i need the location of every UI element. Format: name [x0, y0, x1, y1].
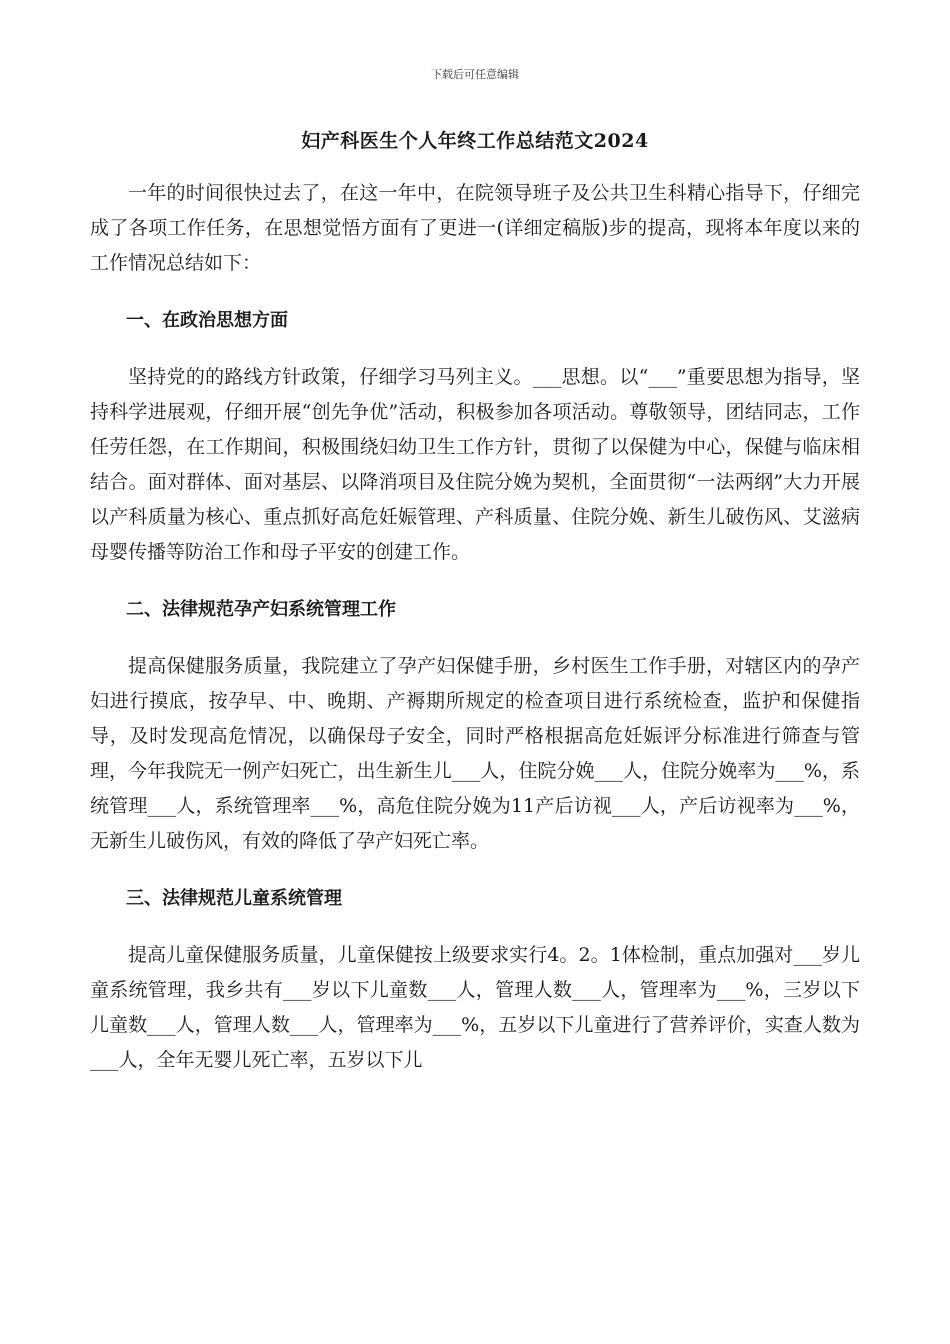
section-body-politics: 坚持党的的路线方针政策，仔细学习马列主义。___思想。以“___”重要思想为指导，坚持科学进展观，仔细开展“创先争优”活动，积极参加各项活动。尊敬领导，团结同志，工作任劳任怨，在工作期间，积极围绕妇幼卫生工作方针，贯彻了以保健为中心，保健与临床相结合。面对群体、面对基层、以降消项目及住院分娩为契机，全面贯彻“一法两纲”大力开展以产科质量为核心、重点抓好高危妊娠管理、产科质量、住院分娩、新生儿破伤风、艾滋病母婴传播等防治工作和母子平安的创建工作。: [90, 366, 860, 563]
section-body-children: 提高儿童保健服务质量，儿童保健按上级要求实行4。2。1体检制，重点加强对___岁儿童系统管理，我乡共有___岁以下儿童数___人，管理人数___人，管理率为___%，三岁以下儿童数___人，管理人数___人，管理率为___%，五岁以下儿童进行了营养评价，实查人数为___人，全年无婴儿死亡率，五岁以下儿: [90, 944, 860, 1071]
section-body-maternal: 提高保健服务质量，我院建立了孕产妇保健手册，乡村医生工作手册，对辖区内的孕产妇进行摸底，按孕早、中、晚期、产褥期所规定的检查项目进行系统检查，监护和保健指导，及时发现高危情况，以确保母子安全，同时严格根据高危妊娠评分标准进行筛查与管理，今年我院无一例产妇死亡，出生新生儿___人，住院分娩___人，住院分娩率为___%，系统管理___人，系统管理率___%，高危住院分娩为11产后访视___人，产后访视率为___%，无新生儿破伤风，有效的降低了孕产妇死亡率。: [90, 655, 860, 852]
intro-paragraph: 一年的时间很快过去了，在这一年中，在院领导班子及公共卫生科精心指导下，仔细完成了各项工作任务，在思想觉悟方面有了更进一(详细定稿版)步的提高，现将本年度以来的工作情况总结如下：: [90, 182, 860, 274]
section-heading-children: 三、法律规范儿童系统管理: [126, 888, 342, 909]
header-note: 下载后可任意编辑: [431, 68, 519, 81]
document-body: [90, 176, 860, 1078]
document-title: 妇产科医生个人年终工作总结范文2024: [301, 130, 649, 152]
section-heading-politics: 一、在政治思想方面: [126, 310, 288, 331]
section-heading-maternal: 二、法律规范孕产妇系统管理工作: [126, 599, 396, 620]
